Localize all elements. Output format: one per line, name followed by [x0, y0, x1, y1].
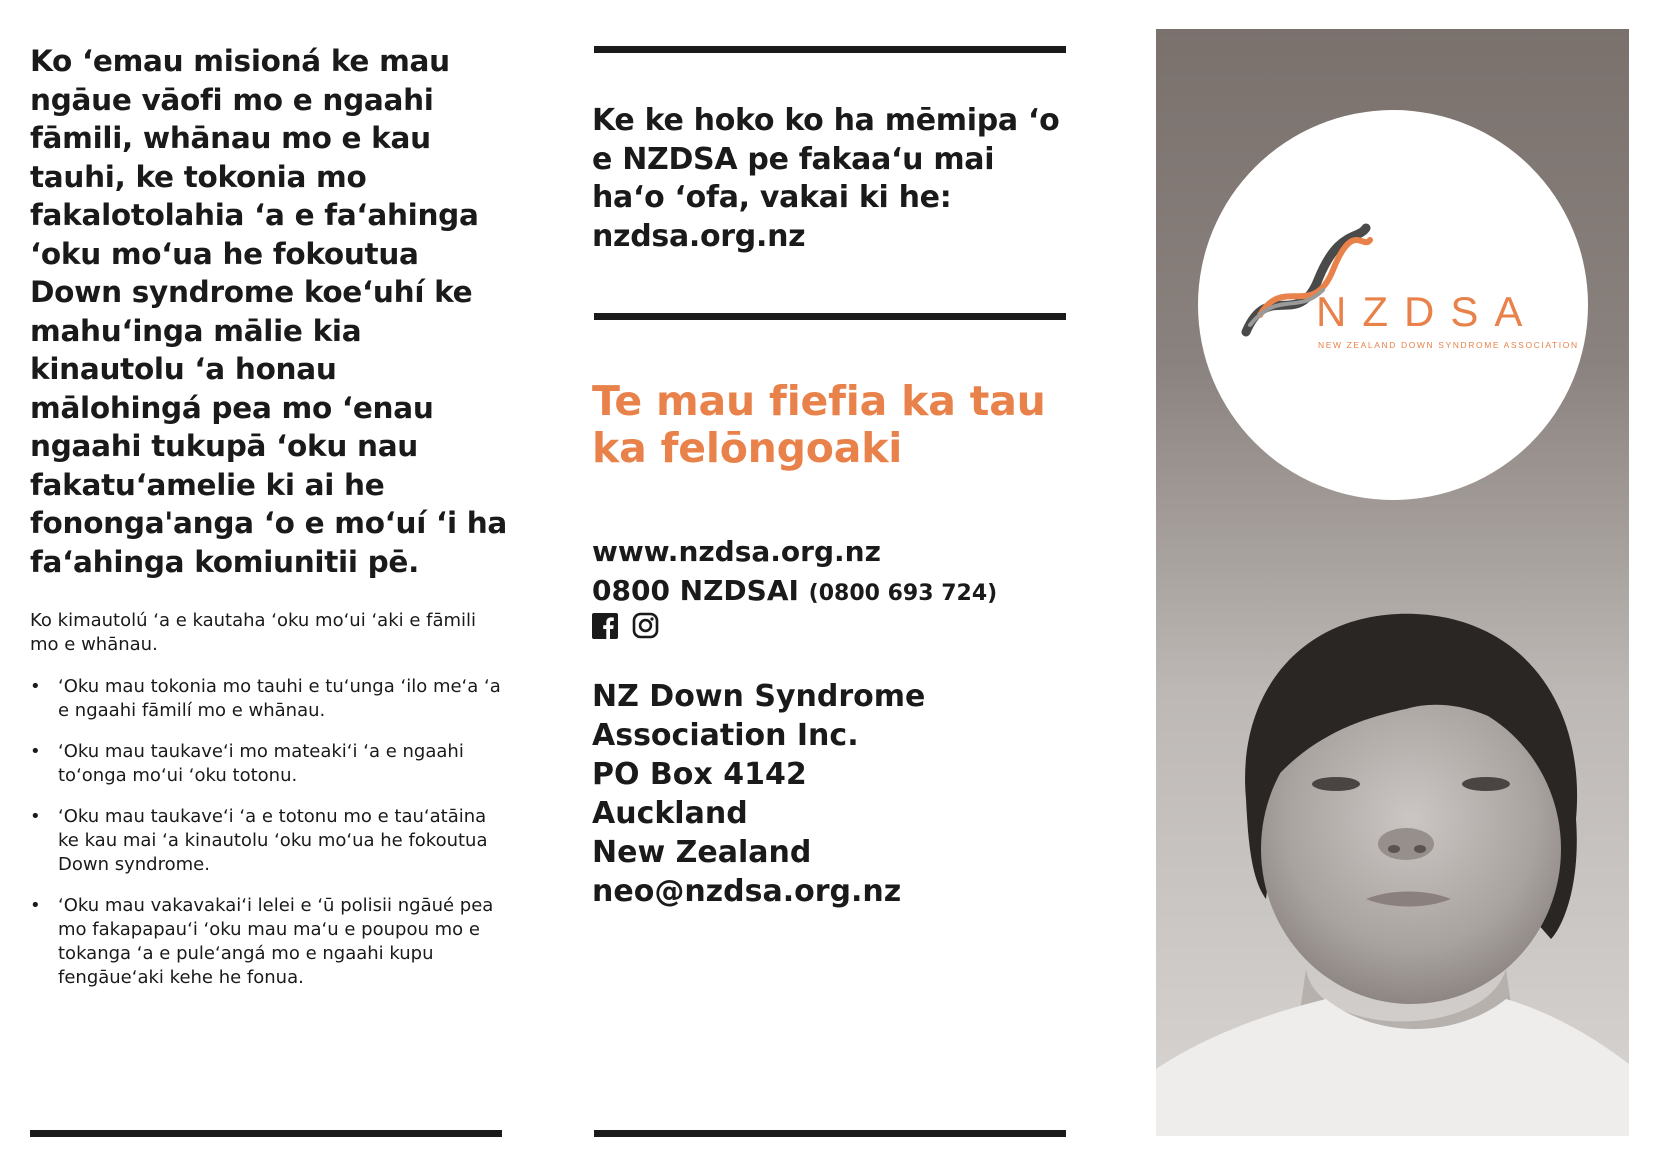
values-list	[30, 675, 510, 990]
postal-address	[592, 677, 1072, 911]
address-line: PO Box 4142	[592, 757, 807, 792]
left-panel	[30, 42, 510, 1007]
bottom-rule-left	[30, 1130, 502, 1137]
list-item: • ʻOku mau vakavakaiʻi lelei e ʻū polisii ngāué pea mo fakapapauʻi ʻoku mau maʻu e poupou mo e tokanga ʻa e puleʻangá mo e ngaahi kupu fengāueʻaki kehe he fonua.	[30, 895, 494, 988]
address-line: NZ Down Syndrome	[592, 679, 926, 714]
phone-line	[592, 571, 1072, 613]
contact-headline: Te mau fiefia ka tau ka felōngoaki	[592, 377, 1046, 472]
address-line: Association Inc.	[592, 718, 859, 753]
child-portrait-image	[1156, 569, 1629, 1136]
facebook-icon[interactable]	[592, 613, 618, 643]
intro-text: Ko kimautolú ʻa e kautaha ʻoku moʻui ʻaki e fāmili mo e whānau.	[30, 610, 477, 655]
bullet-icon: •	[30, 741, 41, 762]
list-item: • ʻOku mau tokonia mo tauhi e tuʻunga ʻilo meʻa ʻa e ngaahi fāmilí mo e whānau.	[30, 676, 501, 721]
contact-block	[592, 532, 1072, 613]
logo-circle	[1198, 110, 1588, 500]
website-link[interactable]: www.nzdsa.org.nz	[592, 535, 881, 568]
email-link[interactable]: neo@nzdsa.org.nz	[592, 874, 902, 909]
list-item: • ʻOku mau taukaveʻi ʻa e totonu mo e tauʻatāina ke kau mai ʻa kinautolu ʻoku moʻua he fokoutua Down syndrome.	[30, 806, 488, 875]
bottom-rule-middle	[594, 1130, 1066, 1137]
phone-main[interactable]: 0800 NZDSAI	[592, 574, 799, 607]
bullet-icon: •	[30, 676, 41, 697]
mission-statement: Ko ʻemau misioná ke mau ngāue vāofi mo e ngaahi fāmili, whānau mo e kau tauhi, ke tokonia mo fakalotolahia ʻa e faʻahinga ʻoku moʻua he fokoutua Down syndrome koeʻuhí ke mahuʻinga mālie kia kinautolu ʻa honau mālohingá pea mo ʻenau ngaahi tukupā ʻoku nau fakatuʻamelie ki ai he fononga'anga ʻo e moʻuí ʻi ha faʻahinga komiunitii pē.	[30, 44, 508, 579]
cover-photo-panel	[1156, 29, 1629, 1136]
phone-numeric: (0800 693 724)	[808, 581, 998, 606]
social-links	[592, 612, 1072, 643]
bullet-icon: •	[30, 895, 41, 916]
logo-wordmark: NZDSA	[1316, 288, 1539, 335]
top-rule	[594, 46, 1066, 53]
bullet-icon: •	[30, 806, 41, 827]
address-line: Auckland	[592, 796, 748, 831]
address-line: New Zealand	[592, 835, 812, 870]
logo-tagline: NEW ZEALAND DOWN SYNDROME ASSOCIATION	[1318, 340, 1579, 350]
list-item: • ʻOku mau taukaveʻi mo mateakiʻi ʻa e ngaahi toʻonga moʻui ʻoku totonu.	[30, 741, 464, 786]
middle-rule	[594, 313, 1066, 320]
membership-text: Ke ke hoko ko ha mēmipa ʻo e NZDSA pe fakaaʻu mai haʻo ʻofa, vakai ki he: nzdsa.org.nz	[592, 103, 1060, 254]
instagram-icon[interactable]	[632, 612, 659, 643]
